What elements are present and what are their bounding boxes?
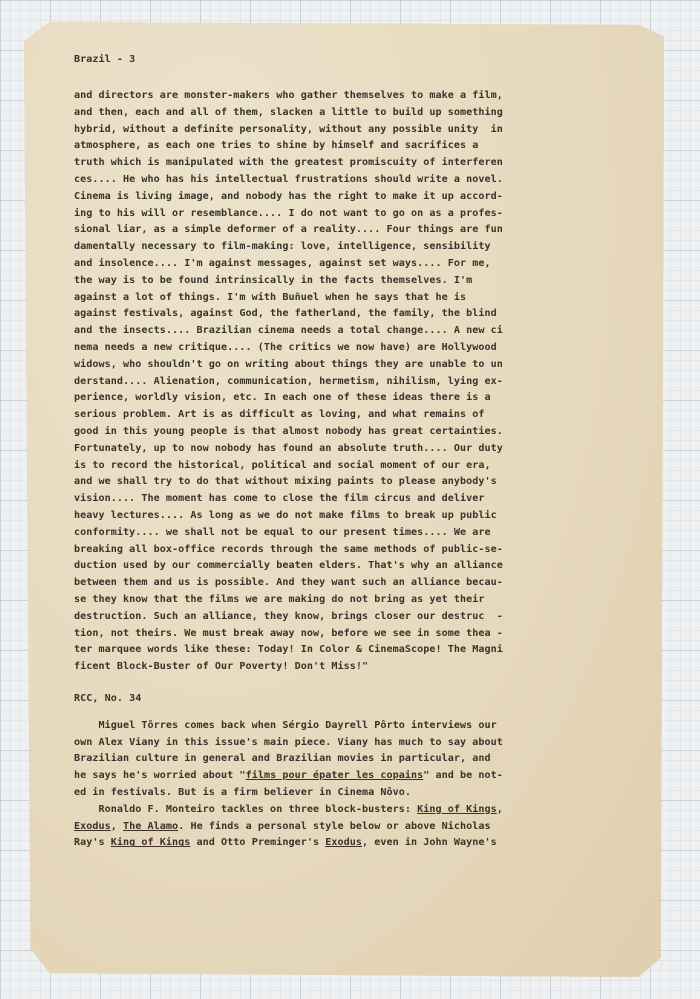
text-segment: own Alex Viany in this issue's main piece. Viany has much to say about <box>74 736 503 748</box>
quote-line: and we shall try to do that without mixing paints to please anybody's <box>74 476 497 488</box>
quote-line: se they know that the films we are making do not bring as yet their <box>74 593 485 605</box>
paragraph-block-busters <box>74 802 674 852</box>
quote-line: serious problem. Art is as difficult as loving, and what remains of <box>74 409 485 421</box>
paragraph-line <box>74 835 674 852</box>
paragraph-line <box>74 751 674 768</box>
quote-line: duction used by our commercially beaten elders. That's why an alliance <box>74 560 503 572</box>
underlined-title: King of Kings <box>417 803 497 815</box>
quote-line: truth which is manipulated with the greatest promiscuity of interferen <box>74 157 503 169</box>
quote-line: ces.... He who has his intellectual frustrations should write a novel. <box>74 173 503 185</box>
quote-line: is to record the historical, political and social moment of our era, <box>74 459 491 471</box>
text-segment: Miguel Tôrres comes back when Sérgio Dayrell Pôrto interviews our <box>74 719 497 731</box>
paragraph-line <box>74 802 674 819</box>
quote-block <box>74 88 674 676</box>
paragraph-line <box>74 735 674 752</box>
underlined-title: films pour épater les copains <box>245 770 424 782</box>
text-segment: Ray's <box>74 837 111 849</box>
quote-line: between them and us is possible. And they want such an alliance becau- <box>74 577 503 589</box>
quote-line: breaking all box-office records through the same methods of public-se- <box>74 543 503 555</box>
quote-line: hybrid, without a definite personality, without any possible unity in <box>74 123 503 135</box>
typewritten-page <box>74 48 674 852</box>
text-segment: Brazilian culture in general and Brazilian movies in particular, and <box>74 753 491 765</box>
paragraph-line <box>74 768 674 785</box>
text-segment: , <box>110 820 124 832</box>
quote-line: atmosphere, as each one tries to shine by himself and sacrifices a <box>74 140 479 152</box>
quote-line: damentally necessary to film-making: love, intelligence, sensibility <box>74 241 491 253</box>
quote-line: derstand.... Alienation, communication, hermetism, nihilism, lying ex- <box>74 375 503 387</box>
quote-line: against a lot of things. I'm with Buñuel when he says that he is <box>74 291 467 303</box>
quote-line: perience, worldly vision, etc. In each one of these ideas there is a <box>74 392 491 404</box>
text-segment: . He finds a personal style below or above Nicholas <box>178 820 491 832</box>
text-segment: ed in festivals. But is a firm believer in Cinema Nôvo. <box>74 787 411 799</box>
quote-line: tion, not theirs. We must break away now, before we see in some thea - <box>74 627 503 639</box>
text-segment: he says he's worried about " <box>74 770 246 782</box>
underlined-title: King of Kings <box>110 837 191 849</box>
quote-line: Cinema is living image, and nobody has the right to make it up accord- <box>74 190 503 202</box>
quote-line: conformity.... we shall not be equal to our present times.... We are <box>74 526 491 538</box>
underlined-title: The Alamo <box>123 820 179 832</box>
quote-line: heavy lectures.... As long as we do not make films to break up public <box>74 509 497 521</box>
text-segment: and Otto Preminger's <box>190 837 326 849</box>
quote-line: the way is to be found intrinsically in the facts themselves. I'm <box>74 274 473 286</box>
text-segment: Ronaldo F. Monteiro tackles on three block-busters: <box>74 803 418 815</box>
source-label: RCC, No. 34 <box>74 692 142 704</box>
underlined-title: Exodus <box>325 837 362 849</box>
quote-line: and insolence.... I'm against messages, against set ways.... For me, <box>74 257 491 269</box>
quote-line: nema needs a new critique.... (The critics we now have) are Hollywood <box>74 341 497 353</box>
quote-line: sional liar, as a simple deformer of a reality.... Four things are fun <box>74 224 503 236</box>
text-segment: " and be not- <box>423 770 503 782</box>
text-segment: , even in John Wayne's <box>361 837 497 849</box>
quote-line: vision.... The moment has come to close the film circus and deliver <box>74 493 485 505</box>
quote-line: good in this young people is that almost nobody has great certainties. <box>74 425 503 437</box>
paragraph-alex-viany <box>74 718 674 802</box>
quote-line: against festivals, against God, the fatherland, the family, the blind <box>74 308 497 320</box>
quote-line: widows, who shouldn't go on writing about things they are unable to un <box>74 358 503 370</box>
quote-line: ter marquee words like these: Today! In Color & CinemaScope! The Magni <box>74 644 503 656</box>
quote-line: and then, each and all of them, slacken a little to build up something <box>74 106 503 118</box>
paragraph-line <box>74 819 674 836</box>
quote-line: and directors are monster-makers who gather themselves to make a film, <box>74 90 503 101</box>
page-header: Brazil - 3 <box>74 54 136 65</box>
quote-line: Fortunately, up to now nobody has found an absolute truth.... Our duty <box>74 442 503 454</box>
underlined-title: Exodus <box>74 820 111 832</box>
paragraph-line <box>74 785 674 802</box>
quote-line: ficent Block-Buster of Our Poverty! Don't Miss!" <box>74 661 369 673</box>
quote-line: ing to his will or resemblance.... I do not want to go on as a profes- <box>74 207 503 219</box>
text-segment: , <box>496 803 503 815</box>
quote-line: destruction. Such an alliance, they know, brings closer our destruc - <box>74 610 503 622</box>
quote-line: and the insects.... Brazilian cinema needs a total change.... A new ci <box>74 325 503 337</box>
paragraph-line <box>74 718 674 735</box>
